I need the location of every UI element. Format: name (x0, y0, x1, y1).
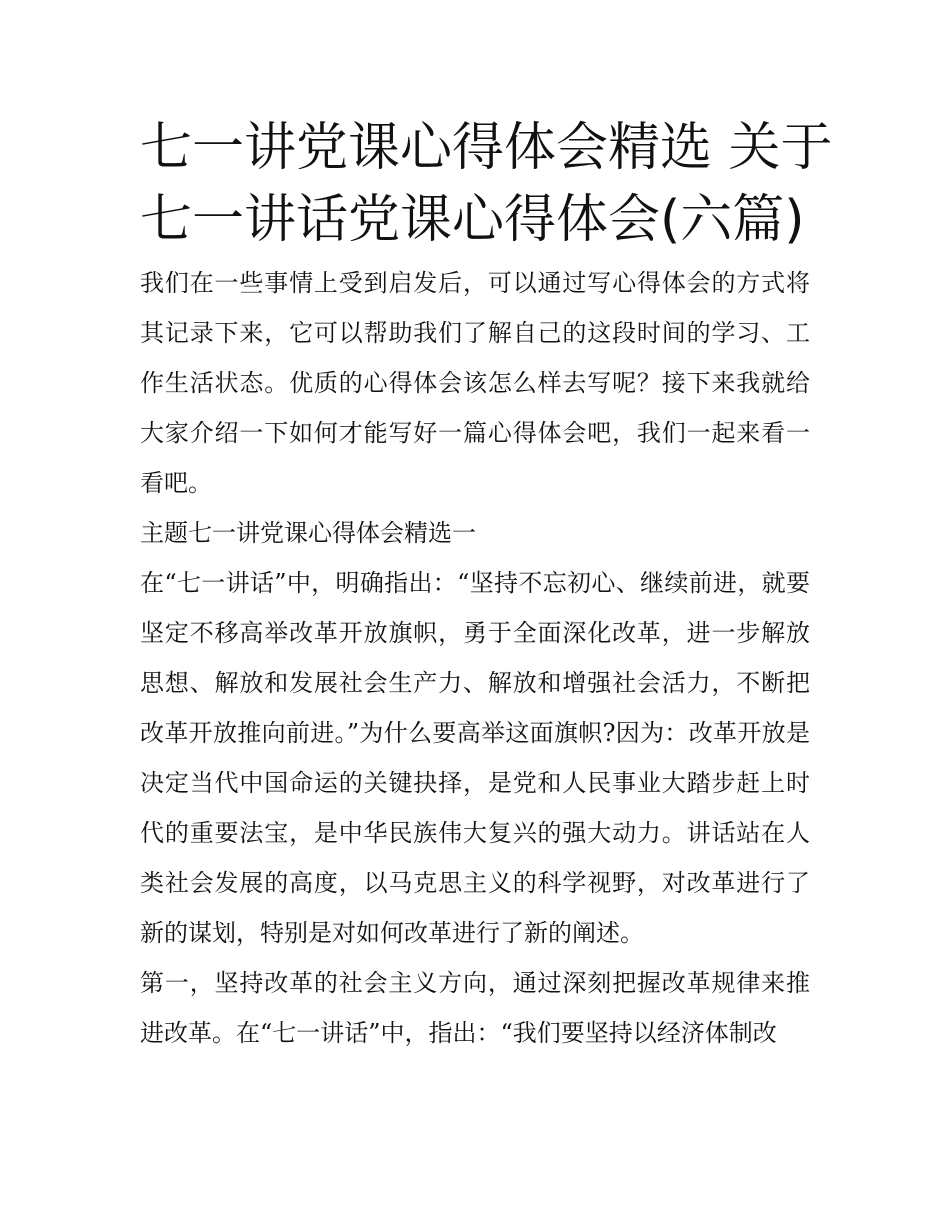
title-line-1: 七一讲党课心得体会精选 关于 (140, 118, 833, 178)
intro-paragraph: 我们在一些事情上受到启发后，可以通过写心得体会的方式将其记录下来，它可以帮助我们了解自己的这段时间的学习、工作生活状态。优质的心得体会该怎么样去写呢？接下来我就给大家介绍一下如何才能写好一篇心得体会吧，我们一起来看一看吧。 (140, 269, 810, 497)
body-paragraph-2: 第一，坚持改革的社会主义方向，通过深刻把握改革规律来推进改革。在“七一讲话”中，指出：“我们要坚持以经济体制改 (140, 969, 810, 1047)
document-title (140, 112, 833, 256)
title-line-2: 七一讲话党课心得体会(六篇) (140, 190, 805, 250)
section-heading: 主题七一讲党课心得体会精选一 (140, 519, 476, 547)
body-paragraph-1: 在“七一讲话”中，明确指出：“坚持不忘初心、继续前进，就要坚定不移高举改革开放旗帜，勇于全面深化改革，进一步解放思想、解放和发展社会生产力、解放和增强社会活力，不断把改革开放推向前进。”为什么要高举这面旗帜?因为：改革开放是决定当代中国命运的关键抉择，是党和人民事业大踏步赶上时代的重要法宝，是中华民族伟大复兴的强大动力。讲话站在人类社会发展的高度，以马克思主义的科学视野，对改革进行了新的谋划，特别是对如何改革进行了新的阐述。 (140, 569, 810, 947)
